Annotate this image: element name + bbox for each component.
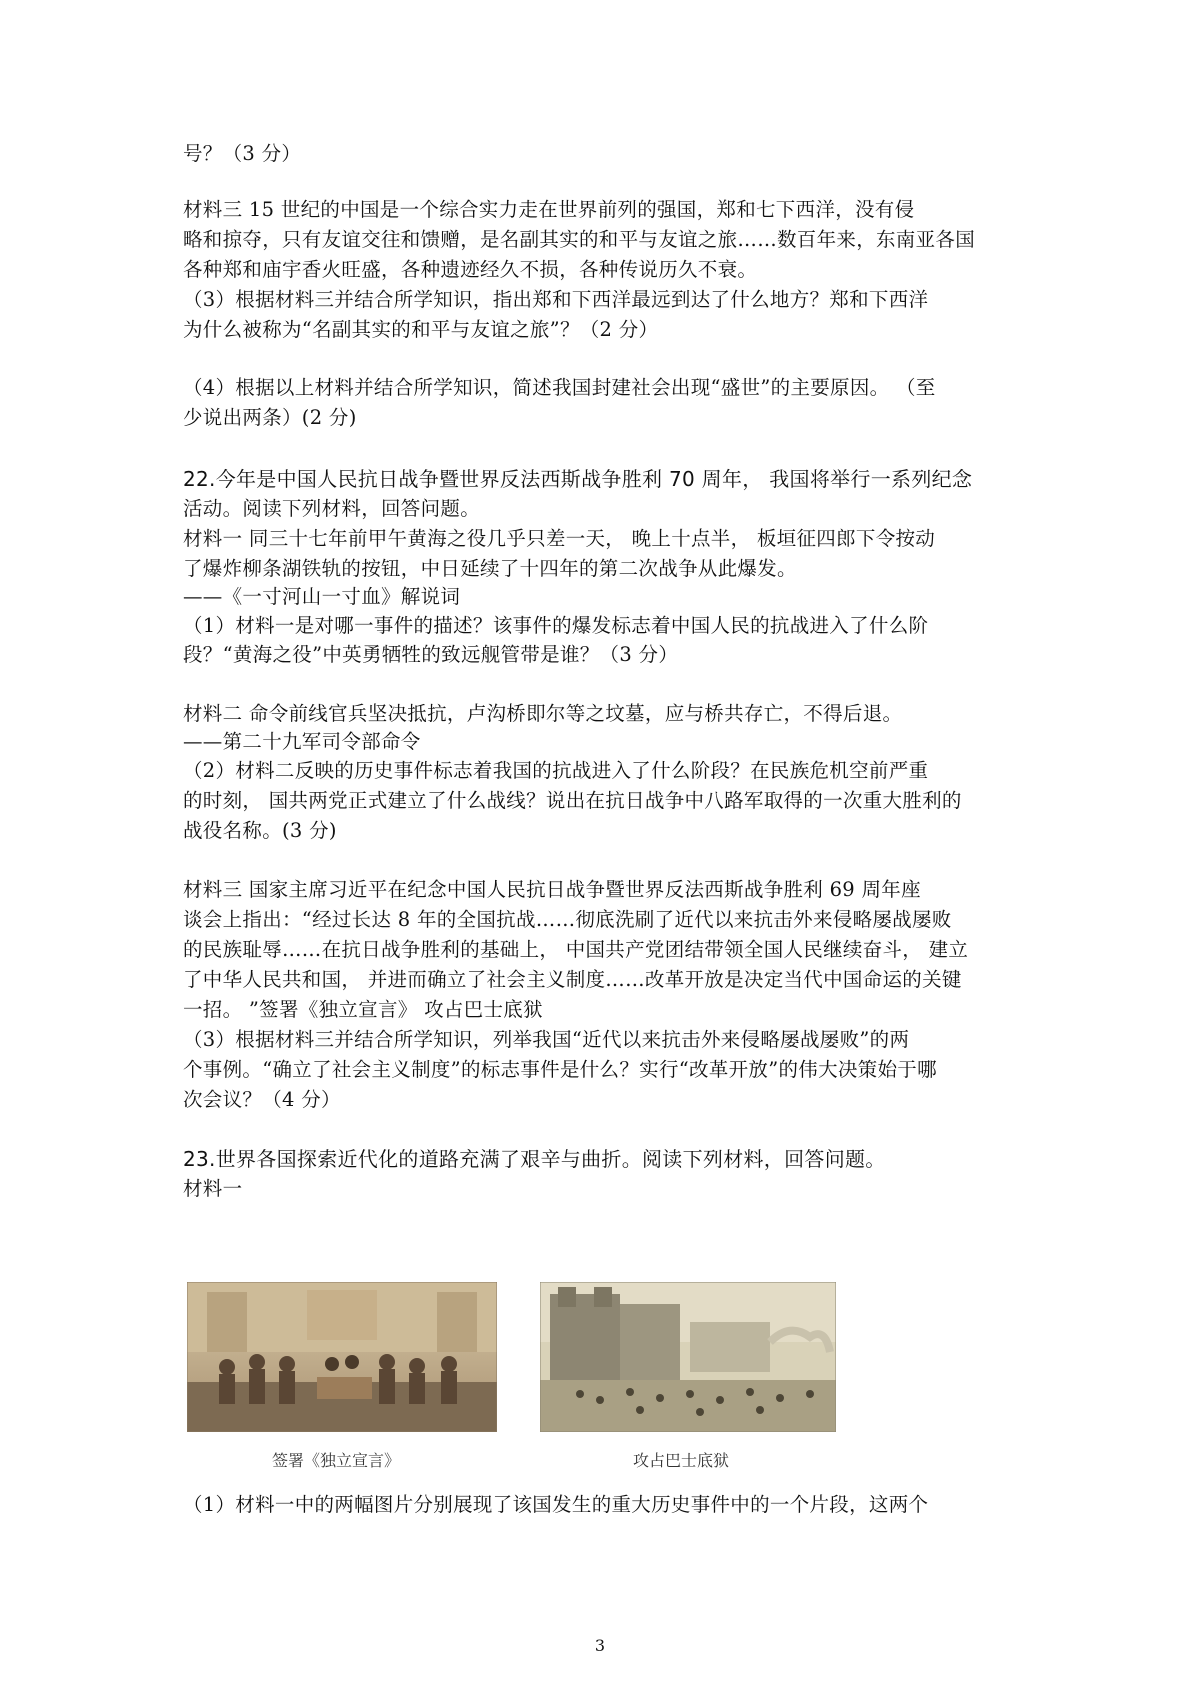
storming-of-bastille-image (540, 1282, 836, 1432)
text-line: 谈会上指出：“经过长达 8 年的全国抗战……彻底洗刷了近代以来抗击外来侵略屡战屡败 (183, 908, 952, 931)
text-line: 了爆炸柳条湖铁轨的按钮，中日延续了十四年的第二次战争从此爆发。 (183, 557, 797, 580)
text-line: （1）材料一中的两幅图片分别展现了该国发生的重大历史事件中的一个片段，这两个 (183, 1493, 929, 1516)
text-line: 少说出两条）(2 分) (183, 406, 357, 429)
source-line: ——《一寸河山一寸血》解说词 (183, 585, 461, 608)
bastille-painting-illustration (540, 1282, 836, 1432)
text-line: 为什么被称为“名副其实的和平与友谊之旅”？（2 分） (183, 318, 659, 341)
text-line: 活动。阅读下列材料，回答问题。 (183, 497, 481, 520)
page-number: 3 (594, 1636, 606, 1655)
text-line: 材料一 同三十七年前甲午黄海之役几乎只差一天， 晚上十点半， 板垣征四郎下令按动 (183, 527, 936, 550)
text-line: 次会议？（4 分） (183, 1088, 341, 1111)
text-line: 段？“黄海之役”中英勇牺牲的致远舰管带是谁？（3 分） (183, 643, 679, 666)
text-line: 号？（3 分） (183, 142, 302, 165)
text-line: 战役名称。(3 分) (183, 819, 337, 842)
text-line: 材料一 (183, 1177, 243, 1200)
text-line: （3）根据材料三并结合所学知识，列举我国“近代以来抗击外来侵略屡战屡败”的两 (183, 1028, 910, 1051)
figure-caption: 攻占巴士底狱 (633, 1451, 730, 1470)
text-line: （2）材料二反映的历史事件标志着我国的抗战进入了什么阶段？在民族危机空前严重 (183, 759, 929, 782)
text-line: 各种郑和庙宇香火旺盛，各种遗迹经久不损，各种传说历久不衰。 (183, 258, 758, 281)
text-line: （3）根据材料三并结合所学知识，指出郑和下西洋最远到达了什么地方？郑和下西洋 (183, 288, 929, 311)
text-line: 的时刻， 国共两党正式建立了什么战线？说出在抗日战争中八路军取得的一次重大胜利的 (183, 789, 962, 812)
text-line: 材料三 国家主席习近平在纪念中国人民抗日战争暨世界反法西斯战争胜利 69 周年座 (183, 878, 921, 901)
source-line: ——第二十九军司令部命令 (183, 730, 421, 753)
figure-caption: 签署《独立宣言》 (272, 1451, 401, 1470)
text-line: （4）根据以上材料并结合所学知识，简述我国封建社会出现“盛世”的主要原因。 （至 (183, 376, 936, 399)
text-line: 一招。 ”签署《独立宣言》 攻占巴士底狱 (183, 998, 543, 1021)
text-line: 个事例。“确立了社会主义制度”的标志事件是什么？实行“改革开放”的伟大决策始于哪 (183, 1058, 937, 1081)
declaration-of-independence-image (187, 1282, 497, 1432)
text-line: 材料二 命令前线官兵坚决抵抗，卢沟桥即尔等之坟墓，应与桥共存亡，不得后退。 (183, 702, 903, 725)
text-line: 了中华人民共和国， 并进而确立了社会主义制度……改革开放是决定当代中国命运的关键 (183, 968, 962, 991)
question-22-heading: 22.今年是中国人民抗日战争暨世界反法西斯战争胜利 70 周年， 我国将举行一系列纪念 (183, 467, 973, 491)
question-23-heading: 23.世界各国探索近代化的道路充满了艰辛与曲折。阅读下列材料，回答问题。 (183, 1147, 886, 1171)
text-line: 材料三 15 世纪的中国是一个综合实力走在世界前列的强国，郑和七下西洋，没有侵 (183, 198, 915, 221)
text-line: 略和掠夺，只有友谊交往和馈赠，是名副其实的和平与友谊之旅……数百年来，东南亚各国 (183, 228, 976, 251)
text-line: （1）材料一是对哪一事件的描述？该事件的爆发标志着中国人民的抗战进入了什么阶 (183, 614, 929, 637)
declaration-painting-illustration (187, 1282, 497, 1432)
text-line: 的民族耻辱……在抗日战争胜利的基础上， 中国共产党团结带领全国人民继续奋斗， 建立 (183, 938, 969, 961)
